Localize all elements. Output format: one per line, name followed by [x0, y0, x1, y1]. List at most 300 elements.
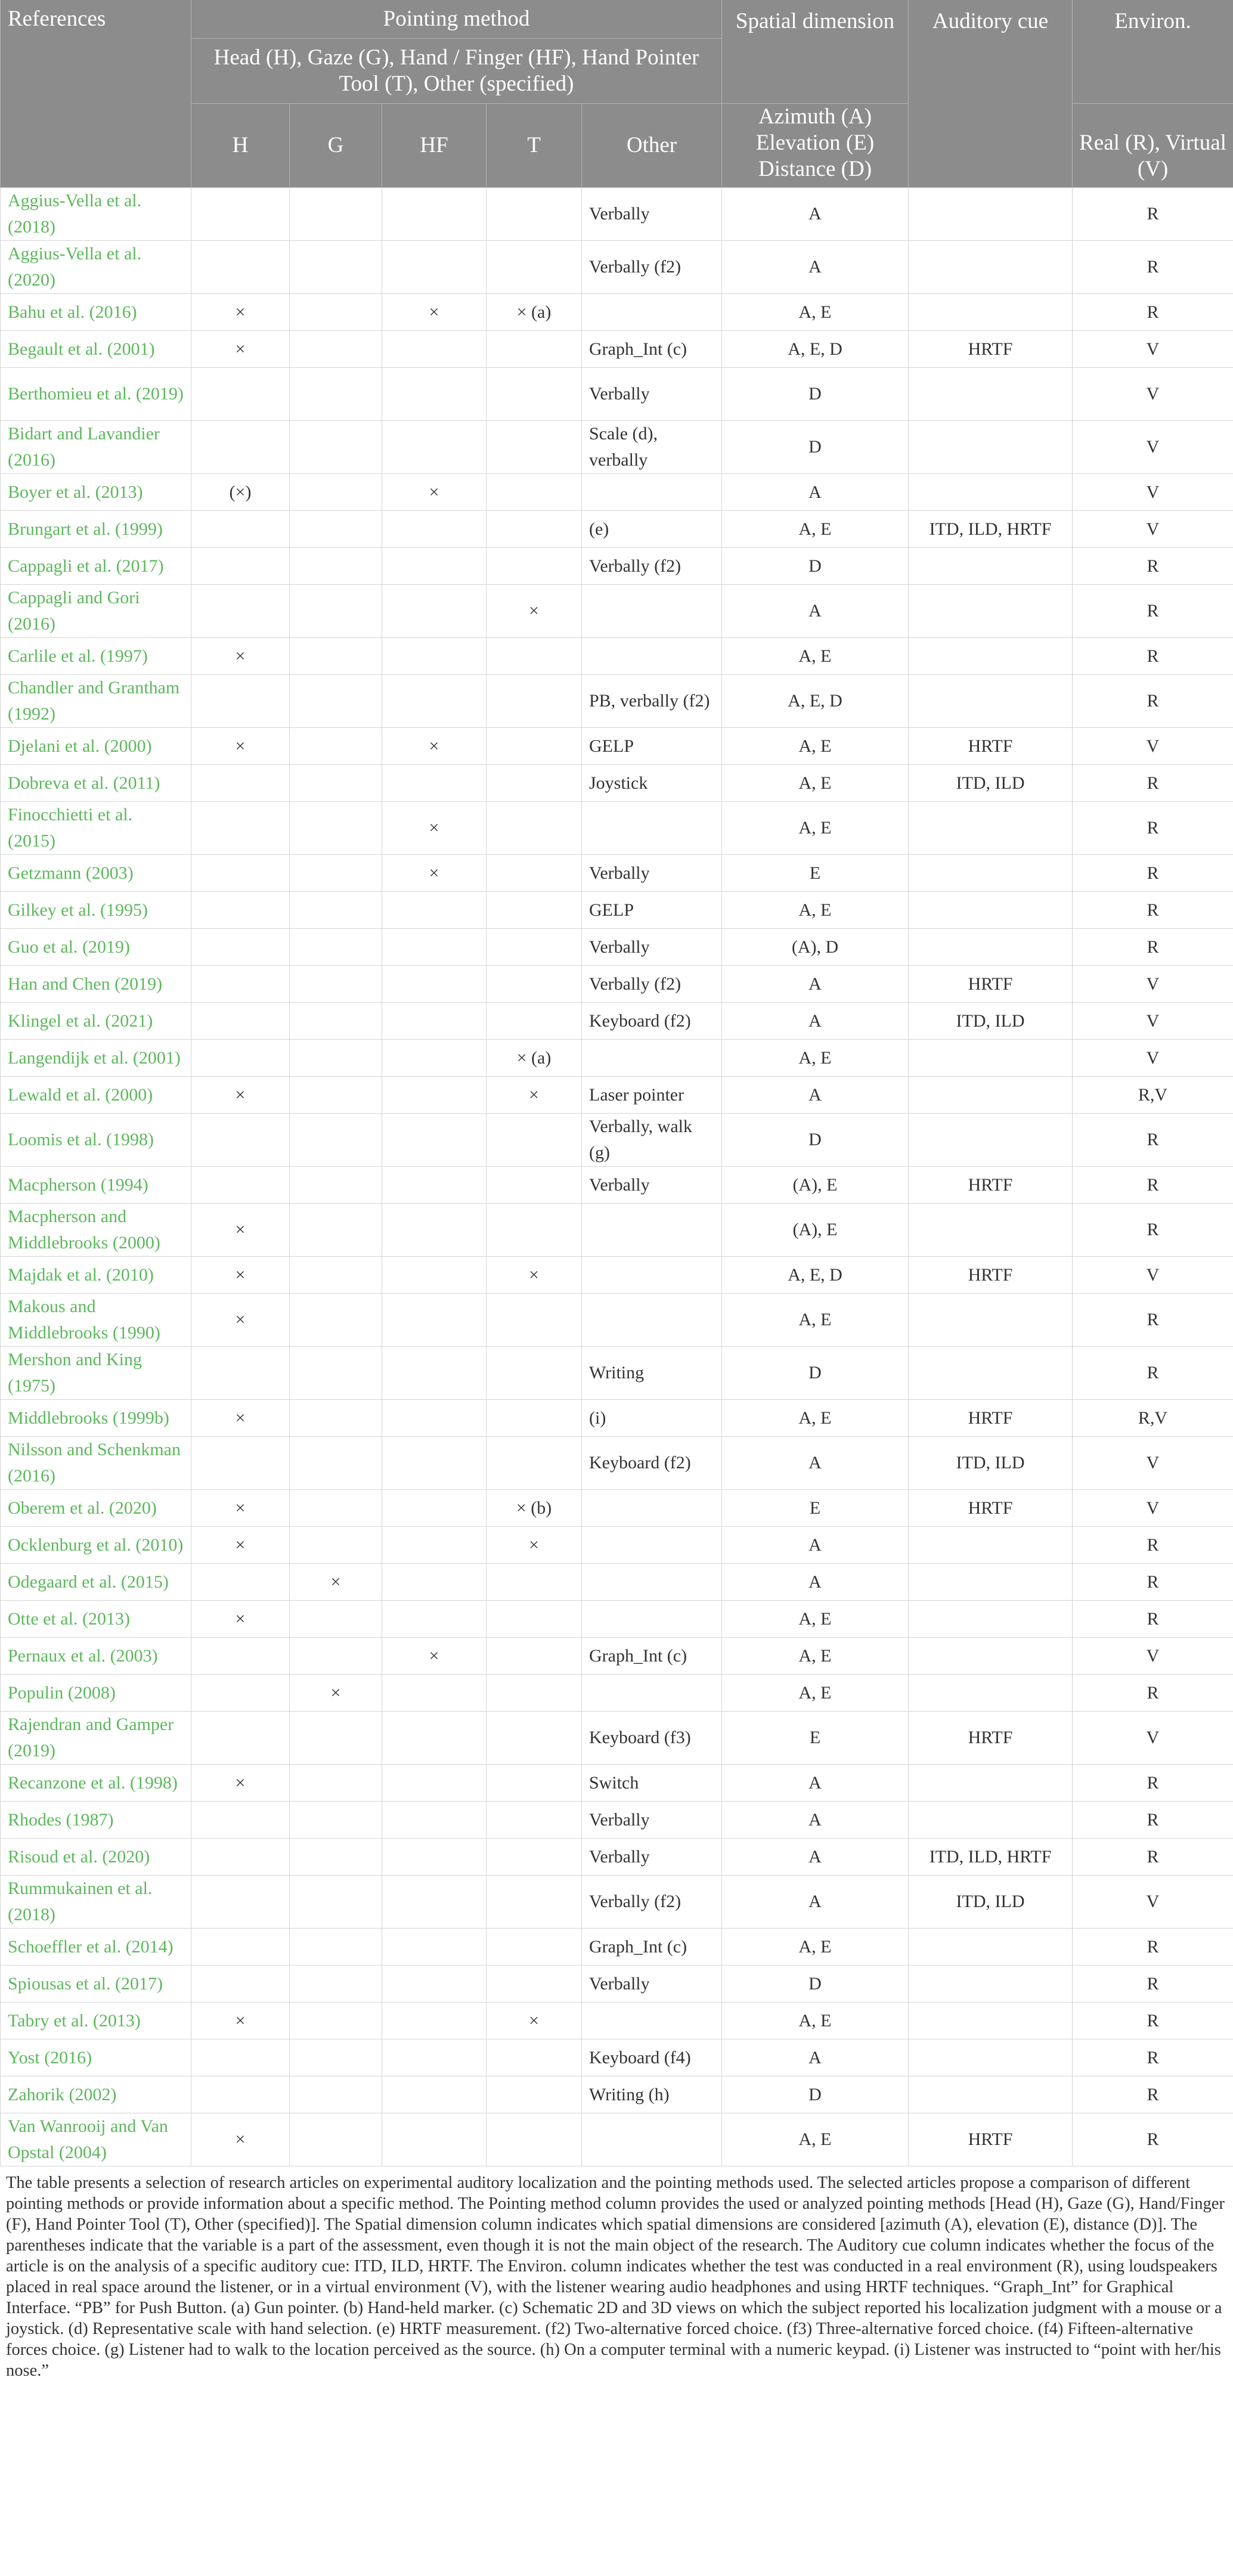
table-row	[1, 1400, 1233, 1437]
reference-cell[interactable]: Bahu et al. (2016)	[1, 294, 191, 331]
reference-cell[interactable]: Berthomieu et al. (2019)	[1, 368, 191, 421]
table-row	[1, 1114, 1233, 1167]
reference-cell[interactable]: Bidart and Lavandier (2016)	[1, 421, 191, 474]
gaze-cell	[290, 1527, 382, 1564]
hand-finger-cell	[382, 2039, 487, 2076]
reference-cell[interactable]: Chandler and Grantham (1992)	[1, 675, 191, 728]
environment-cell: R	[1073, 2002, 1233, 2039]
reference-cell[interactable]: Aggius-Vella et al. (2018)	[1, 188, 191, 241]
hand-finger-cell	[382, 1527, 487, 1564]
tool-cell	[487, 421, 582, 474]
other-method-cell: Laser pointer	[582, 1077, 722, 1114]
hand-finger-cell	[382, 638, 487, 675]
auditory-cue-cell	[909, 188, 1073, 241]
other-method-cell: Verbally (f2)	[582, 241, 722, 294]
gaze-cell: ×	[290, 1564, 382, 1601]
environment-cell: V	[1073, 511, 1233, 548]
hand-finger-cell: ×	[382, 1638, 487, 1675]
tool-cell	[487, 765, 582, 802]
reference-cell[interactable]: Ocklenburg et al. (2010)	[1, 1527, 191, 1564]
other-method-cell	[582, 1490, 722, 1527]
head-cell	[191, 966, 290, 1003]
reference-cell[interactable]: Rajendran and Gamper (2019)	[1, 1712, 191, 1765]
spatial-dimension-cell: A	[722, 1527, 909, 1564]
table-row	[1, 1077, 1233, 1114]
hand-finger-cell	[382, 1601, 487, 1638]
reference-cell[interactable]: Carlile et al. (1997)	[1, 638, 191, 675]
spatial-dimension-cell: D	[722, 1114, 909, 1167]
reference-cell[interactable]: Langendijk et al. (2001)	[1, 1040, 191, 1077]
spatial-dimension-cell: A	[722, 1876, 909, 1929]
tool-cell	[487, 188, 582, 241]
head-cell: ×	[191, 1490, 290, 1527]
header-col-g: G	[290, 104, 382, 188]
auditory-cue-cell	[909, 855, 1073, 892]
gaze-cell	[290, 1003, 382, 1040]
hand-finger-cell	[382, 188, 487, 241]
other-method-cell: Graph_Int (c)	[582, 1929, 722, 1966]
other-method-cell: Verbally	[582, 1167, 722, 1204]
tool-cell	[487, 1765, 582, 1802]
reference-cell[interactable]: Macpherson (1994)	[1, 1167, 191, 1204]
table-row	[1, 1929, 1233, 1966]
spatial-dimension-cell: A, E	[722, 802, 909, 855]
hand-finger-cell	[382, 1257, 487, 1294]
table-row	[1, 966, 1233, 1003]
head-cell	[191, 1167, 290, 1204]
head-cell	[191, 855, 290, 892]
reference-cell[interactable]: Boyer et al. (2013)	[1, 474, 191, 511]
environment-cell: R	[1073, 855, 1233, 892]
reference-cell[interactable]: Zahorik (2002)	[1, 2076, 191, 2113]
table-row	[1, 2039, 1233, 2076]
head-cell	[191, 765, 290, 802]
environment-cell: R	[1073, 2113, 1233, 2166]
table-row	[1, 929, 1233, 966]
environment-cell: R	[1073, 1601, 1233, 1638]
reference-cell[interactable]: Spiousas et al. (2017)	[1, 1966, 191, 2002]
spatial-dimension-cell: A	[722, 474, 909, 511]
hand-finger-cell	[382, 1765, 487, 1802]
hand-finger-cell	[382, 1802, 487, 1839]
spatial-dimension-cell: D	[722, 1347, 909, 1400]
hand-finger-cell	[382, 929, 487, 966]
environment-cell: R	[1073, 929, 1233, 966]
other-method-cell: Verbally	[582, 929, 722, 966]
reference-cell[interactable]: Brungart et al. (1999)	[1, 511, 191, 548]
table-row	[1, 855, 1233, 892]
header-pointing-method: Pointing method	[191, 0, 722, 39]
other-method-cell: Writing	[582, 1347, 722, 1400]
head-cell: ×	[191, 1204, 290, 1257]
environment-cell: R	[1073, 892, 1233, 929]
reference-cell[interactable]: Begault et al. (2001)	[1, 331, 191, 368]
spatial-dimension-cell: D	[722, 548, 909, 585]
auditory-cue-cell	[909, 1204, 1073, 1257]
head-cell	[191, 1003, 290, 1040]
other-method-cell: Keyboard (f3)	[582, 1712, 722, 1765]
other-method-cell: GELP	[582, 728, 722, 765]
auditory-cue-cell: ITD, ILD	[909, 1003, 1073, 1040]
spatial-dimension-cell: A	[722, 1077, 909, 1114]
hand-finger-cell	[382, 585, 487, 638]
reference-cell[interactable]: Klingel et al. (2021)	[1, 1003, 191, 1040]
auditory-cue-cell: HRTF	[909, 1167, 1073, 1204]
gaze-cell	[290, 548, 382, 585]
spatial-dimension-cell: A, E	[722, 294, 909, 331]
gaze-cell	[290, 765, 382, 802]
header-spatial-dimension: Spatial dimension	[722, 0, 909, 104]
spatial-dimension-cell: A, E	[722, 1601, 909, 1638]
other-method-cell: Verbally (f2)	[582, 548, 722, 585]
other-method-cell	[582, 1675, 722, 1712]
header-environ-sub: Real (R), Virtual (V)	[1073, 104, 1233, 188]
hand-finger-cell	[382, 368, 487, 421]
reference-cell[interactable]: Djelani et al. (2000)	[1, 728, 191, 765]
other-method-cell	[582, 1204, 722, 1257]
head-cell: ×	[191, 331, 290, 368]
spatial-dimension-cell: A, E	[722, 1400, 909, 1437]
table-row	[1, 1802, 1233, 1839]
environment-cell: R	[1073, 1839, 1233, 1876]
tool-cell	[487, 1400, 582, 1437]
other-method-cell: Joystick	[582, 765, 722, 802]
reference-cell[interactable]: Rummukainen et al. (2018)	[1, 1876, 191, 1929]
tool-cell	[487, 1675, 582, 1712]
hand-finger-cell	[382, 1003, 487, 1040]
gaze-cell	[290, 1114, 382, 1167]
tool-cell: × (a)	[487, 1040, 582, 1077]
head-cell	[191, 585, 290, 638]
tool-cell	[487, 1294, 582, 1347]
hand-finger-cell	[382, 421, 487, 474]
environment-cell: R	[1073, 1966, 1233, 2002]
other-method-cell	[582, 2002, 722, 2039]
table-row	[1, 1490, 1233, 1527]
gaze-cell	[290, 728, 382, 765]
reference-cell[interactable]: Van Wanrooij and Van Opstal (2004)	[1, 2113, 191, 2166]
hand-finger-cell	[382, 2002, 487, 2039]
gaze-cell	[290, 1257, 382, 1294]
reference-cell[interactable]: Getzmann (2003)	[1, 855, 191, 892]
hand-finger-cell	[382, 1040, 487, 1077]
other-method-cell	[582, 1527, 722, 1564]
reference-cell[interactable]: Risoud et al. (2020)	[1, 1839, 191, 1876]
reference-cell[interactable]: Guo et al. (2019)	[1, 929, 191, 966]
other-method-cell: Verbally, walk (g)	[582, 1114, 722, 1167]
header-spatial-sub: Azimuth (A) Elevation (E) Distance (D)	[722, 104, 909, 188]
auditory-cue-cell: ITD, ILD	[909, 1876, 1073, 1929]
environment-cell: R	[1073, 1294, 1233, 1347]
tool-cell: ×	[487, 1077, 582, 1114]
table-row	[1, 1638, 1233, 1675]
table-row	[1, 728, 1233, 765]
reference-cell[interactable]: Yost (2016)	[1, 2039, 191, 2076]
reference-cell[interactable]: Makous and Middlebrooks (1990)	[1, 1294, 191, 1347]
hand-finger-cell	[382, 1839, 487, 1876]
reference-cell[interactable]: Recanzone et al. (1998)	[1, 1765, 191, 1802]
auditory-cue-cell: ITD, ILD, HRTF	[909, 1839, 1073, 1876]
table-row	[1, 1347, 1233, 1400]
reference-cell[interactable]: Odegaard et al. (2015)	[1, 1564, 191, 1601]
table-row	[1, 511, 1233, 548]
gaze-cell	[290, 1040, 382, 1077]
head-cell	[191, 188, 290, 241]
gaze-cell	[290, 966, 382, 1003]
head-cell: ×	[191, 1601, 290, 1638]
reference-cell[interactable]: Pernaux et al. (2003)	[1, 1638, 191, 1675]
header-environ: Environ.	[1073, 0, 1233, 104]
tool-cell	[487, 892, 582, 929]
tool-cell	[487, 1167, 582, 1204]
spatial-dimension-cell: A	[722, 2039, 909, 2076]
head-cell	[191, 1876, 290, 1929]
reference-cell[interactable]: Majdak et al. (2010)	[1, 1257, 191, 1294]
head-cell: ×	[191, 1765, 290, 1802]
spatial-dimension-cell: A, E	[722, 1294, 909, 1347]
table-row	[1, 1839, 1233, 1876]
auditory-cue-cell	[909, 2002, 1073, 2039]
table-row	[1, 1527, 1233, 1564]
other-method-cell	[582, 1294, 722, 1347]
reference-cell[interactable]: Oberem et al. (2020)	[1, 1490, 191, 1527]
other-method-cell	[582, 1257, 722, 1294]
environment-cell: V	[1073, 1712, 1233, 1765]
gaze-cell	[290, 241, 382, 294]
environment-cell: V	[1073, 728, 1233, 765]
tool-cell	[487, 638, 582, 675]
gaze-cell	[290, 929, 382, 966]
hand-finger-cell	[382, 2076, 487, 2113]
reference-cell[interactable]: Cappagli and Gori (2016)	[1, 585, 191, 638]
auditory-cue-cell: HRTF	[909, 1257, 1073, 1294]
gaze-cell	[290, 2039, 382, 2076]
spatial-dimension-cell: A, E	[722, 1929, 909, 1966]
other-method-cell: Keyboard (f4)	[582, 2039, 722, 2076]
environment-cell: V	[1073, 1490, 1233, 1527]
reference-cell[interactable]: Mershon and King (1975)	[1, 1347, 191, 1400]
environment-cell: V	[1073, 1040, 1233, 1077]
auditory-cue-cell: ITD, ILD	[909, 1437, 1073, 1490]
hand-finger-cell	[382, 1114, 487, 1167]
hand-finger-cell	[382, 1966, 487, 2002]
auditory-cue-cell: HRTF	[909, 331, 1073, 368]
reference-cell[interactable]: Rhodes (1987)	[1, 1802, 191, 1839]
tool-cell	[487, 1003, 582, 1040]
auditory-cue-cell	[909, 241, 1073, 294]
spatial-dimension-cell: A, E	[722, 892, 909, 929]
hand-finger-cell	[382, 1876, 487, 1929]
auditory-cue-cell	[909, 1347, 1073, 1400]
hand-finger-cell	[382, 1712, 487, 1765]
environment-cell: R	[1073, 1527, 1233, 1564]
gaze-cell	[290, 585, 382, 638]
reference-cell[interactable]: Finocchietti et al. (2015)	[1, 802, 191, 855]
environment-cell: R	[1073, 2039, 1233, 2076]
reference-cell[interactable]: Dobreva et al. (2011)	[1, 765, 191, 802]
tool-cell	[487, 1712, 582, 1765]
table-row	[1, 765, 1233, 802]
table-row	[1, 1564, 1233, 1601]
reference-cell[interactable]: Macpherson and Middlebrooks (2000)	[1, 1204, 191, 1257]
other-method-cell	[582, 802, 722, 855]
gaze-cell	[290, 474, 382, 511]
hand-finger-cell	[382, 1347, 487, 1400]
environment-cell: R	[1073, 1167, 1233, 1204]
tool-cell	[487, 966, 582, 1003]
tool-cell	[487, 1564, 582, 1601]
head-cell: ×	[191, 2113, 290, 2166]
reference-cell[interactable]: Cappagli et al. (2017)	[1, 548, 191, 585]
spatial-dimension-cell: (A), E	[722, 1204, 909, 1257]
reference-cell[interactable]: Han and Chen (2019)	[1, 966, 191, 1003]
reference-cell[interactable]: Loomis et al. (1998)	[1, 1114, 191, 1167]
spatial-dimension-cell: A, E	[722, 1040, 909, 1077]
environment-cell: R	[1073, 1347, 1233, 1400]
environment-cell: R	[1073, 1929, 1233, 1966]
auditory-cue-cell	[909, 1802, 1073, 1839]
reference-cell[interactable]: Populin (2008)	[1, 1675, 191, 1712]
table-row	[1, 892, 1233, 929]
environment-cell: R	[1073, 294, 1233, 331]
gaze-cell	[290, 1400, 382, 1437]
tool-cell	[487, 368, 582, 421]
environment-cell: V	[1073, 331, 1233, 368]
other-method-cell: Switch	[582, 1765, 722, 1802]
table-row	[1, 1294, 1233, 1347]
reference-cell[interactable]: Otte et al. (2013)	[1, 1601, 191, 1638]
gaze-cell	[290, 675, 382, 728]
table-row	[1, 1765, 1233, 1802]
table-row	[1, 2076, 1233, 2113]
tool-cell	[487, 331, 582, 368]
table-row	[1, 1601, 1233, 1638]
spatial-dimension-cell: A, E	[722, 1638, 909, 1675]
tool-cell	[487, 1802, 582, 1839]
hand-finger-cell	[382, 1490, 487, 1527]
auditory-cue-cell	[909, 675, 1073, 728]
hand-finger-cell	[382, 548, 487, 585]
head-cell: ×	[191, 1077, 290, 1114]
head-cell: ×	[191, 1527, 290, 1564]
head-cell	[191, 1564, 290, 1601]
head-cell	[191, 1114, 290, 1167]
environment-cell: R,V	[1073, 1077, 1233, 1114]
head-cell	[191, 368, 290, 421]
head-cell	[191, 929, 290, 966]
spatial-dimension-cell: E	[722, 855, 909, 892]
auditory-cue-cell: HRTF	[909, 728, 1073, 765]
hand-finger-cell	[382, 511, 487, 548]
head-cell	[191, 2039, 290, 2076]
spatial-dimension-cell: E	[722, 1490, 909, 1527]
head-cell	[191, 1437, 290, 1490]
tool-cell	[487, 728, 582, 765]
spatial-dimension-cell: A, E	[722, 511, 909, 548]
other-method-cell: Writing (h)	[582, 2076, 722, 2113]
table-row	[1, 1204, 1233, 1257]
gaze-cell	[290, 638, 382, 675]
other-method-cell: Verbally	[582, 1966, 722, 2002]
other-method-cell: Keyboard (f2)	[582, 1437, 722, 1490]
spatial-dimension-cell: (A), E	[722, 1167, 909, 1204]
table-row	[1, 2002, 1233, 2039]
reference-cell[interactable]: Middlebrooks (1999b)	[1, 1400, 191, 1437]
environment-cell: V	[1073, 966, 1233, 1003]
hand-finger-cell: ×	[382, 294, 487, 331]
hand-finger-cell	[382, 331, 487, 368]
tool-cell	[487, 929, 582, 966]
spatial-dimension-cell: A, E, D	[722, 1257, 909, 1294]
head-cell	[191, 548, 290, 585]
head-cell: (×)	[191, 474, 290, 511]
hand-finger-cell	[382, 1167, 487, 1204]
head-cell	[191, 421, 290, 474]
auditory-cue-cell	[909, 1929, 1073, 1966]
gaze-cell	[290, 2002, 382, 2039]
other-method-cell: Verbally	[582, 188, 722, 241]
spatial-dimension-cell: A	[722, 966, 909, 1003]
reference-cell[interactable]: Nilsson and Schenkman (2016)	[1, 1437, 191, 1490]
reference-cell[interactable]: Tabry et al. (2013)	[1, 2002, 191, 2039]
gaze-cell: ×	[290, 1675, 382, 1712]
tool-cell	[487, 1114, 582, 1167]
auditory-cue-cell	[909, 548, 1073, 585]
reference-cell[interactable]: Lewald et al. (2000)	[1, 1077, 191, 1114]
reference-cell[interactable]: Gilkey et al. (1995)	[1, 892, 191, 929]
environment-cell: R	[1073, 585, 1233, 638]
head-cell: ×	[191, 1400, 290, 1437]
tool-cell	[487, 2076, 582, 2113]
gaze-cell	[290, 1204, 382, 1257]
auditory-cue-cell	[909, 1114, 1073, 1167]
reference-cell[interactable]: Schoeffler et al. (2014)	[1, 1929, 191, 1966]
auditory-cue-cell: ITD, ILD	[909, 765, 1073, 802]
other-method-cell	[582, 294, 722, 331]
environment-cell: R	[1073, 1765, 1233, 1802]
reference-cell[interactable]: Aggius-Vella et al. (2020)	[1, 241, 191, 294]
hand-finger-cell	[382, 1077, 487, 1114]
tool-cell: × (a)	[487, 294, 582, 331]
spatial-dimension-cell: D	[722, 421, 909, 474]
auditory-cue-cell	[909, 474, 1073, 511]
table-row	[1, 675, 1233, 728]
table-row	[1, 1675, 1233, 1712]
environment-cell: R	[1073, 638, 1233, 675]
table-row	[1, 1040, 1233, 1077]
environment-cell: V	[1073, 1003, 1233, 1040]
environment-cell: R	[1073, 802, 1233, 855]
auditory-cue-cell: HRTF	[909, 1400, 1073, 1437]
tool-cell	[487, 1966, 582, 2002]
auditory-cue-cell	[909, 294, 1073, 331]
head-cell: ×	[191, 2002, 290, 2039]
header-auditory-cue: Auditory cue	[909, 0, 1073, 188]
gaze-cell	[290, 802, 382, 855]
spatial-dimension-cell: A, E	[722, 2002, 909, 2039]
gaze-cell	[290, 1966, 382, 2002]
table-row	[1, 585, 1233, 638]
gaze-cell	[290, 1638, 382, 1675]
tool-cell	[487, 1437, 582, 1490]
auditory-cue-cell	[909, 2076, 1073, 2113]
auditory-cue-cell	[909, 1966, 1073, 2002]
tool-cell	[487, 241, 582, 294]
spatial-dimension-cell: A, E, D	[722, 331, 909, 368]
environment-cell: R	[1073, 1675, 1233, 1712]
table-row	[1, 638, 1233, 675]
spatial-dimension-cell: (A), D	[722, 929, 909, 966]
